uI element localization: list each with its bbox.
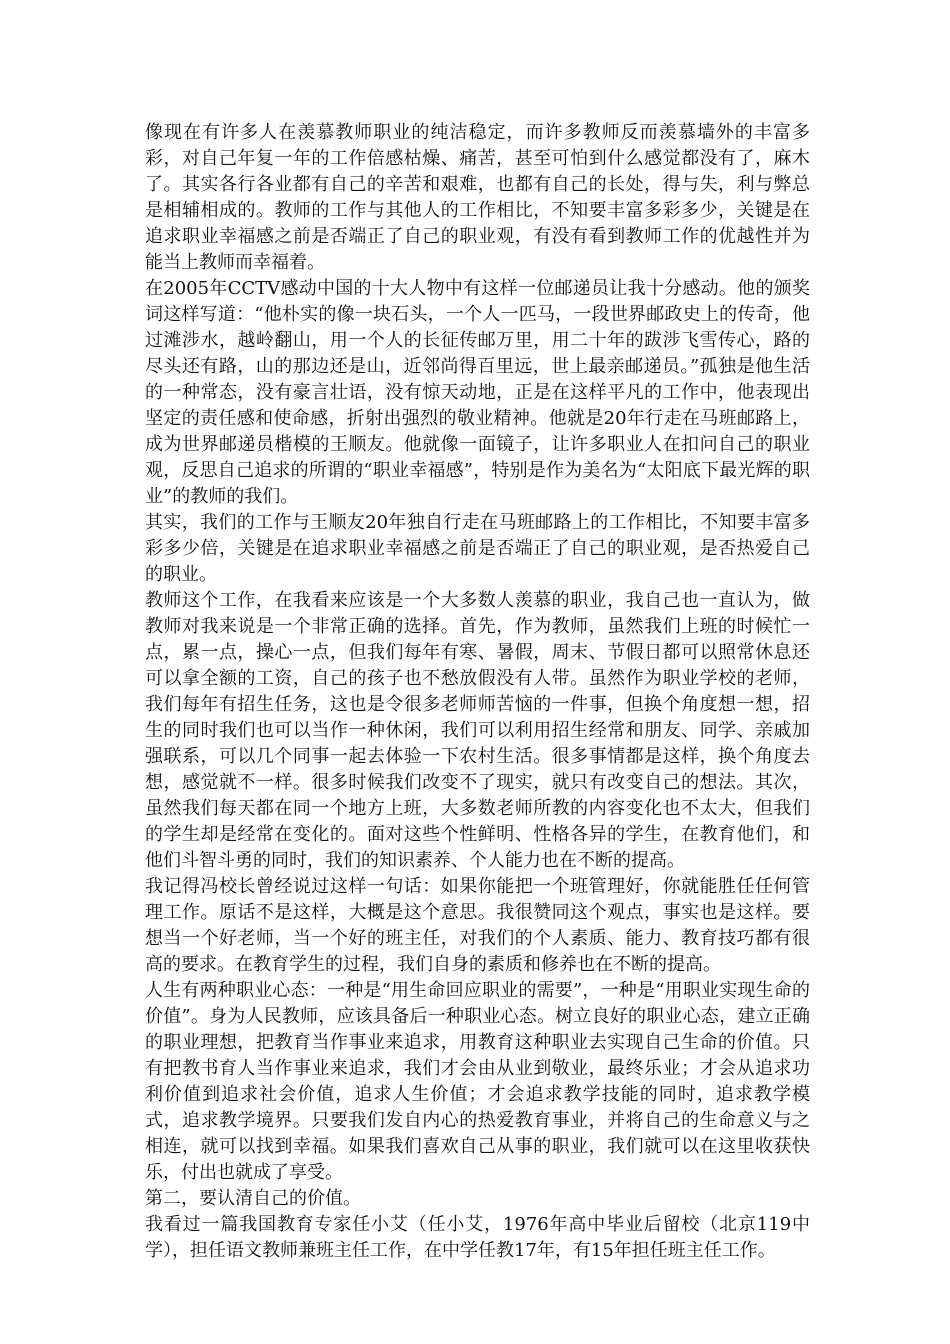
paragraph-4: 教师这个工作，在我看来应该是一个大多数人羡慕的职业，我自己也一直认为，做教师对我来说是一个非常正确的选择。首先，作为教师，虽然我们上班的时候忙一点，累一点，操心一点，但我们每年有寒、暑假，周末、节假日都可以照常休息还可以拿全额的工资，自己的孩子也不愁放假没有人带。虽然作为职业学校的老师，我们每年有招生任务，这也是令很多老师师苦恼的一件事，但换个角度想一想，招生的同时我们也可以当作一种休闲，我们可以利用招生经常和朋友、同学、亲戚加强联系，可以几个同事一起去体验一下农村生活。很多事情都是这样，换个角度去想，感觉就不一样。很多时候我们改变不了现实，就只有改变自己的想法。其次，虽然我们每天都在同一个地方上班，大多数老师所教的内容变化也不太大，但我们的学生却是经常在变化的。面对这些个性鲜明、性格各异的学生，在教育他们，和他们斗智斗勇的同时，我们的知识素养、个人能力也在不断的提高。	[145, 590, 810, 871]
paragraph-8: 我看过一篇我国教育专家任小艾（任小艾，1976年高中毕业后留校（北京119中学），担任语文教师兼班主任工作，在中学任教17年，有15年担任班主任工作。	[145, 1214, 810, 1261]
paragraph-7: 第二，要认清自己的价值。	[145, 1188, 361, 1209]
paragraph-6: 人生有两种职业心态：一种是“用生命回应职业的需要”，一种是“用职业实现生命的价值”。身为人民教师，应该具备后一种职业心态。树立良好的职业心态，建立正确的职业理想，把教育当作事业来追求，用教育这种职业去实现自己生命的价值。只有把教书育人当作事业来追求，我们才会由从业到敬业，最终乐业；才会从追求功利价值到追求社会价值，追求人生价值；才会追求教学技能的同时，追求教学模式，追求教学境界。只要我们发自内心的热爱教育事业，并将自己的生命意义与之相连，就可以找到幸福。如果我们喜欢自己从事的职业，我们就可以在这里收获快乐，付出也就成了享受。	[145, 980, 810, 1183]
paragraph-5: 我记得冯校长曾经说过这样一句话：如果你能把一个班管理好，你就能胜任任何管理工作。原话不是这样，大概是这个意思。我很赞同这个观点，事实也是这样。要想当一个好老师，当一个好的班主任，对我们的个人素质、能力、教育技巧都有很高的要求。在教育学生的过程，我们自身的素质和修养也在不断的提高。	[145, 876, 810, 975]
paragraph-2: 在2005年CCTV感动中国的十大人物中有这样一位邮递员让我十分感动。他的颁奖词这样写道：“他朴实的像一块石头，一个人一匹马，一段世界邮政史上的传奇，他过滩涉水，越岭翻山，用一个人的长征传邮万里，用二十年的跋涉飞雪传心，路的尽头还有路，山的那边还是山，近邻尚得百里远，世上最亲邮递员。”孤独是他生活的一种常态，没有豪言壮语，没有惊天动地，正是在这样平凡的工作中，他表现出坚定的责任感和使命感，折射出强烈的敬业精神。他就是20年行走在马班邮路上，成为世界邮递员楷模的王顺友。他就像一面镜子，让许多职业人在扣问自己的职业观，反思自己追求的所谓的“职业幸福感”，特别是作为美名为“太阳底下最光辉的职业”的教师的我们。	[145, 278, 810, 507]
document-body	[145, 120, 810, 1264]
paragraph-3: 其实，我们的工作与王顺友20年独自行走在马班邮路上的工作相比，不知要丰富多彩多少倍，关键是在追求职业幸福感之前是否端正了自己的职业观，是否热爱自己的职业。	[145, 512, 810, 585]
paragraph-1: 像现在有许多人在羡慕教师职业的纯洁稳定，而许多教师反而羡慕墙外的丰富多彩，对自己年复一年的工作倍感枯燥、痛苦，甚至可怕到什么感觉都没有了，麻木了。其实各行各业都有自己的辛苦和艰难，也都有自己的长处，得与失，利与弊总是相辅相成的。教师的工作与其他人的工作相比，不知要丰富多彩多少，关键是在追求职业幸福感之前是否端正了自己的职业观，有没有看到教师工作的优越性并为能当上教师而幸福着。	[145, 122, 810, 273]
